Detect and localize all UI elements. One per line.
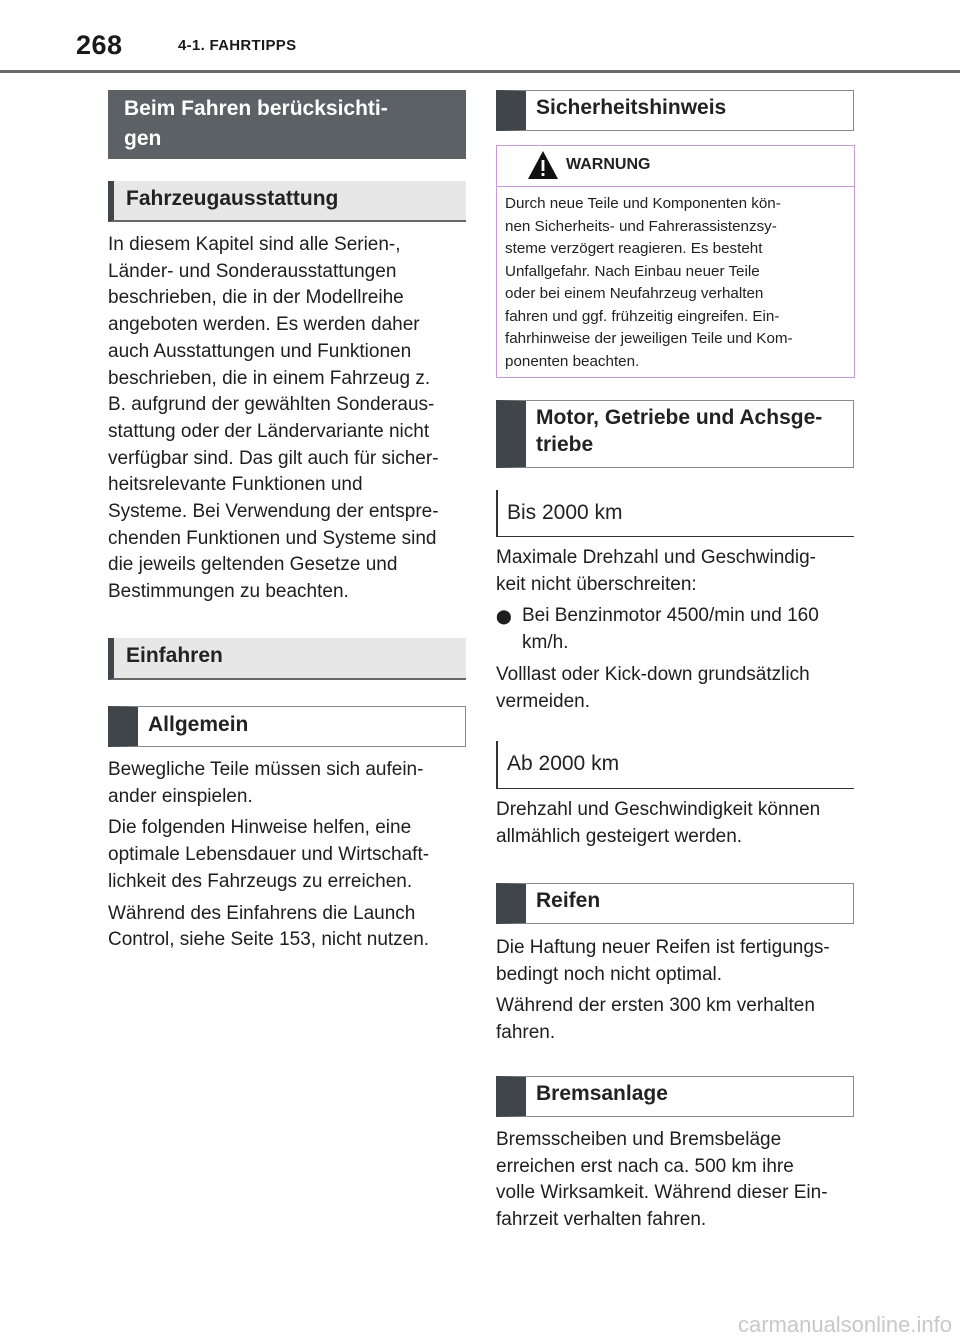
header-rule bbox=[0, 70, 960, 73]
subsection-sicherheitshinweis-title: Sicherheitshinweis bbox=[536, 96, 727, 119]
warning-label: WARNUNG bbox=[566, 156, 651, 173]
warning-box bbox=[496, 145, 855, 378]
text-line: lichkeit des Fahrzeugs zu erreichen. bbox=[108, 870, 413, 892]
text-line: Die Haftung neuer Reifen ist fertigungs- bbox=[496, 937, 830, 958]
warning-line: nen Sicherheits- und Fahrerassistenzsy- bbox=[505, 217, 777, 235]
subsection-allgemein-title: Allgemein bbox=[148, 713, 249, 736]
watermark: carmanualsonline.info bbox=[737, 1312, 952, 1337]
text-line: beschrieben, die in einem Fahrzeug z. bbox=[108, 367, 431, 389]
warning-line: steme verzögert reagieren. Es besteht bbox=[505, 240, 763, 257]
main-heading-line-1: Beim Fahren berücksichti- bbox=[124, 97, 388, 120]
subsection-motor bbox=[496, 400, 854, 468]
section-einfahren bbox=[108, 638, 466, 680]
text-line: beschrieben, die in der Modellreihe bbox=[108, 287, 404, 309]
heading-ab-2000-km bbox=[496, 741, 854, 789]
text-line: stattung oder der Ländervariante nicht bbox=[108, 420, 430, 442]
chapter-title: 4-1. FAHRTIPPS bbox=[178, 37, 297, 54]
fahrzeugausstattung-text bbox=[108, 232, 466, 606]
warning-header bbox=[497, 146, 854, 187]
text-line: Während der ersten 300 km verhalten bbox=[496, 995, 815, 1017]
text-line: fahrzeit verhalten fahren. bbox=[496, 1209, 707, 1231]
text-line: optimale Lebensdauer und Wirtschaft- bbox=[108, 844, 430, 866]
subsection-bremsanlage-title: Bremsanlage bbox=[536, 1082, 668, 1105]
subsection-allgemein bbox=[108, 706, 466, 747]
text-line: allmählich gesteigert werden. bbox=[496, 825, 743, 847]
warning-triangle-icon bbox=[527, 150, 559, 180]
text-line: keit nicht überschreiten: bbox=[496, 573, 697, 595]
text-line: Länder- und Sonderausstattungen bbox=[108, 260, 397, 282]
subsection-reifen-title: Reifen bbox=[536, 889, 601, 912]
text-line: bedingt noch nicht optimal. bbox=[496, 963, 723, 985]
subsection-sicherheitshinweis bbox=[496, 90, 854, 131]
text-line: chenden Funktionen und Systeme sind bbox=[108, 527, 437, 549]
list-item-text bbox=[522, 603, 819, 656]
subsection-motor-title-line-2: triebe bbox=[536, 433, 594, 456]
subsection-bremsanlage bbox=[496, 1076, 854, 1117]
warning-line: Durch neue Teile und Komponenten kön- bbox=[505, 195, 781, 212]
warning-line: Unfallgefahr. Nach Einbau neuer Teile bbox=[505, 262, 760, 280]
text-line: B. aufgrund der gewählten Sonderaus- bbox=[108, 394, 435, 416]
text-line: In diesem Kapitel sind alle Serien-, bbox=[108, 234, 401, 255]
text-line: die jeweils geltenden Gesetze und bbox=[108, 554, 398, 576]
heading-bis-2000-km bbox=[496, 490, 854, 537]
text-line: Drehzahl und Geschwindigkeit können bbox=[496, 799, 821, 820]
reifen-text bbox=[496, 935, 854, 1047]
allgemein-text bbox=[108, 757, 466, 954]
text-line: Systeme. Bei Verwendung der entspre- bbox=[108, 501, 439, 523]
text-line: volle Wirksamkeit. Während dieser Ein- bbox=[496, 1182, 828, 1204]
text-line: Die folgenden Hinweise helfen, eine bbox=[108, 817, 412, 839]
text-line: auch Ausstattungen und Funktionen bbox=[108, 340, 412, 362]
bremsanlage-text bbox=[496, 1127, 854, 1234]
text-line: fahren. bbox=[496, 1022, 556, 1044]
warning-line: oder bei einem Neufahrzeug verhalten bbox=[505, 285, 764, 302]
section-fahrzeugausstattung-title: Fahrzeugausstattung bbox=[126, 187, 339, 210]
main-heading bbox=[108, 90, 466, 159]
text-line: vermeiden. bbox=[496, 690, 590, 712]
main-heading-line-2: gen bbox=[124, 127, 162, 150]
text-line: angeboten werden. Es werden daher bbox=[108, 314, 420, 336]
subsection-motor-title-line-1: Motor, Getriebe und Achsge- bbox=[536, 406, 823, 429]
warning-line: ponenten beachten. bbox=[505, 352, 640, 370]
ab-2000-km-text bbox=[496, 797, 854, 850]
text-line: verfügbar sind. Das gilt auch für sicher- bbox=[108, 447, 439, 469]
bullet-icon: ⬤ bbox=[496, 608, 512, 625]
text-line: ander einspielen. bbox=[108, 785, 253, 807]
text-line: Während des Einfahrens die Launch bbox=[108, 902, 416, 924]
text-line: Maximale Drehzahl und Geschwindig- bbox=[496, 547, 816, 568]
bis-2000-km-text bbox=[496, 545, 854, 715]
page-number: 268 bbox=[76, 30, 123, 60]
heading-ab-2000-km-title: Ab 2000 km bbox=[507, 752, 620, 775]
text-line: Control, siehe Seite 153, nicht nutzen. bbox=[108, 929, 430, 951]
heading-bis-2000-km-title: Bis 2000 km bbox=[507, 501, 623, 524]
text-line: heitsrelevante Funktionen und bbox=[108, 474, 363, 496]
warning-line: fahrhinweise der jeweiligen Teile und Kom- bbox=[505, 330, 793, 347]
subsection-reifen bbox=[496, 883, 854, 924]
text-line: Volllast oder Kick-down grundsätzlich bbox=[496, 663, 810, 685]
section-einfahren-title: Einfahren bbox=[126, 644, 223, 667]
text-line: Bewegliche Teile müssen sich aufein- bbox=[108, 759, 424, 780]
warning-text bbox=[497, 187, 854, 373]
text-line: km/h. bbox=[522, 632, 569, 654]
warning-line: fahren und ggf. frühzeitig eingreifen. Ein- bbox=[505, 307, 780, 325]
list-item bbox=[496, 603, 854, 656]
text-line: Bestimmungen zu beachten. bbox=[108, 581, 349, 603]
section-fahrzeugausstattung bbox=[108, 181, 466, 222]
text-line: Bei Benzinmotor 4500/min und 160 bbox=[522, 605, 819, 627]
text-line: Bremsscheiben und Bremsbeläge bbox=[496, 1129, 782, 1150]
text-line: erreichen erst nach ca. 500 km ihre bbox=[496, 1155, 794, 1177]
